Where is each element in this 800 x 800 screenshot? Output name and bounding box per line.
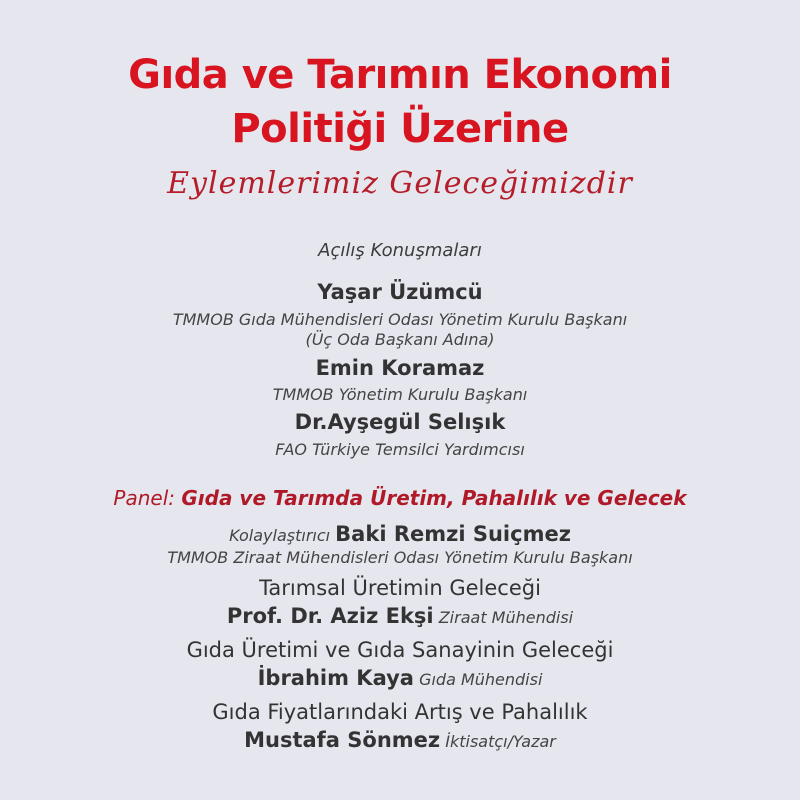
talk-topic: Gıda Üretimi ve Gıda Sanayinin Geleceği [186,638,614,662]
speaker-name: Emin Koramaz [315,356,485,380]
panel-label: Panel: [113,486,176,510]
panel-heading [0,486,800,510]
talk-speaker-profession: Gıda Mühendisi [419,670,543,689]
moderator-label: Kolaylaştırıcı [229,526,331,545]
talk-speaker-name: İbrahim Kaya [257,666,414,690]
moderator-role: TMMOB Ziraat Mühendisleri Odası Yönetim Kurulu Başkanı [167,548,633,567]
speaker-name: Yaşar Üzümcü [317,280,483,304]
title-line-1: Gıda ve Tarımın Ekonomi [128,52,672,98]
speaker-name: Dr.Ayşegül Selışık [294,410,506,434]
panel-title: Gıda ve Tarımda Üretim, Pahalılık ve Gelecek [181,486,687,510]
speaker-role: TMMOB Yönetim Kurulu Başkanı [272,385,528,404]
talk-speaker [0,728,800,752]
speaker-role: FAO Türkiye Temsilci Yardımcısı [275,440,525,459]
talk-speaker [0,604,800,628]
talk-topic: Tarımsal Üretimin Geleceği [259,576,541,600]
talk-speaker [0,666,800,690]
speaker-role-note: (Üç Oda Başkanı Adına) [305,330,495,349]
talk-speaker-name: Mustafa Sönmez [244,728,441,752]
talk-topic: Gıda Fiyatlarındaki Artış ve Pahalılık [212,700,588,724]
moderator-name: Baki Remzi Suiçmez [335,522,571,546]
talk-speaker-name: Prof. Dr. Aziz Ekşi [226,604,434,628]
subtitle: Eylemlerimiz Geleceğimizdir [167,166,633,201]
talk-speaker-profession: Ziraat Mühendisi [438,608,574,627]
title-line-2: Politiği Üzerine [231,106,569,152]
moderator [0,522,800,546]
opening-heading: Açılış Konuşmaları [318,240,482,261]
speaker-role: TMMOB Gıda Mühendisleri Odası Yönetim Kurulu Başkanı [172,310,628,329]
talk-speaker-profession: İktisatçı/Yazar [445,732,556,751]
